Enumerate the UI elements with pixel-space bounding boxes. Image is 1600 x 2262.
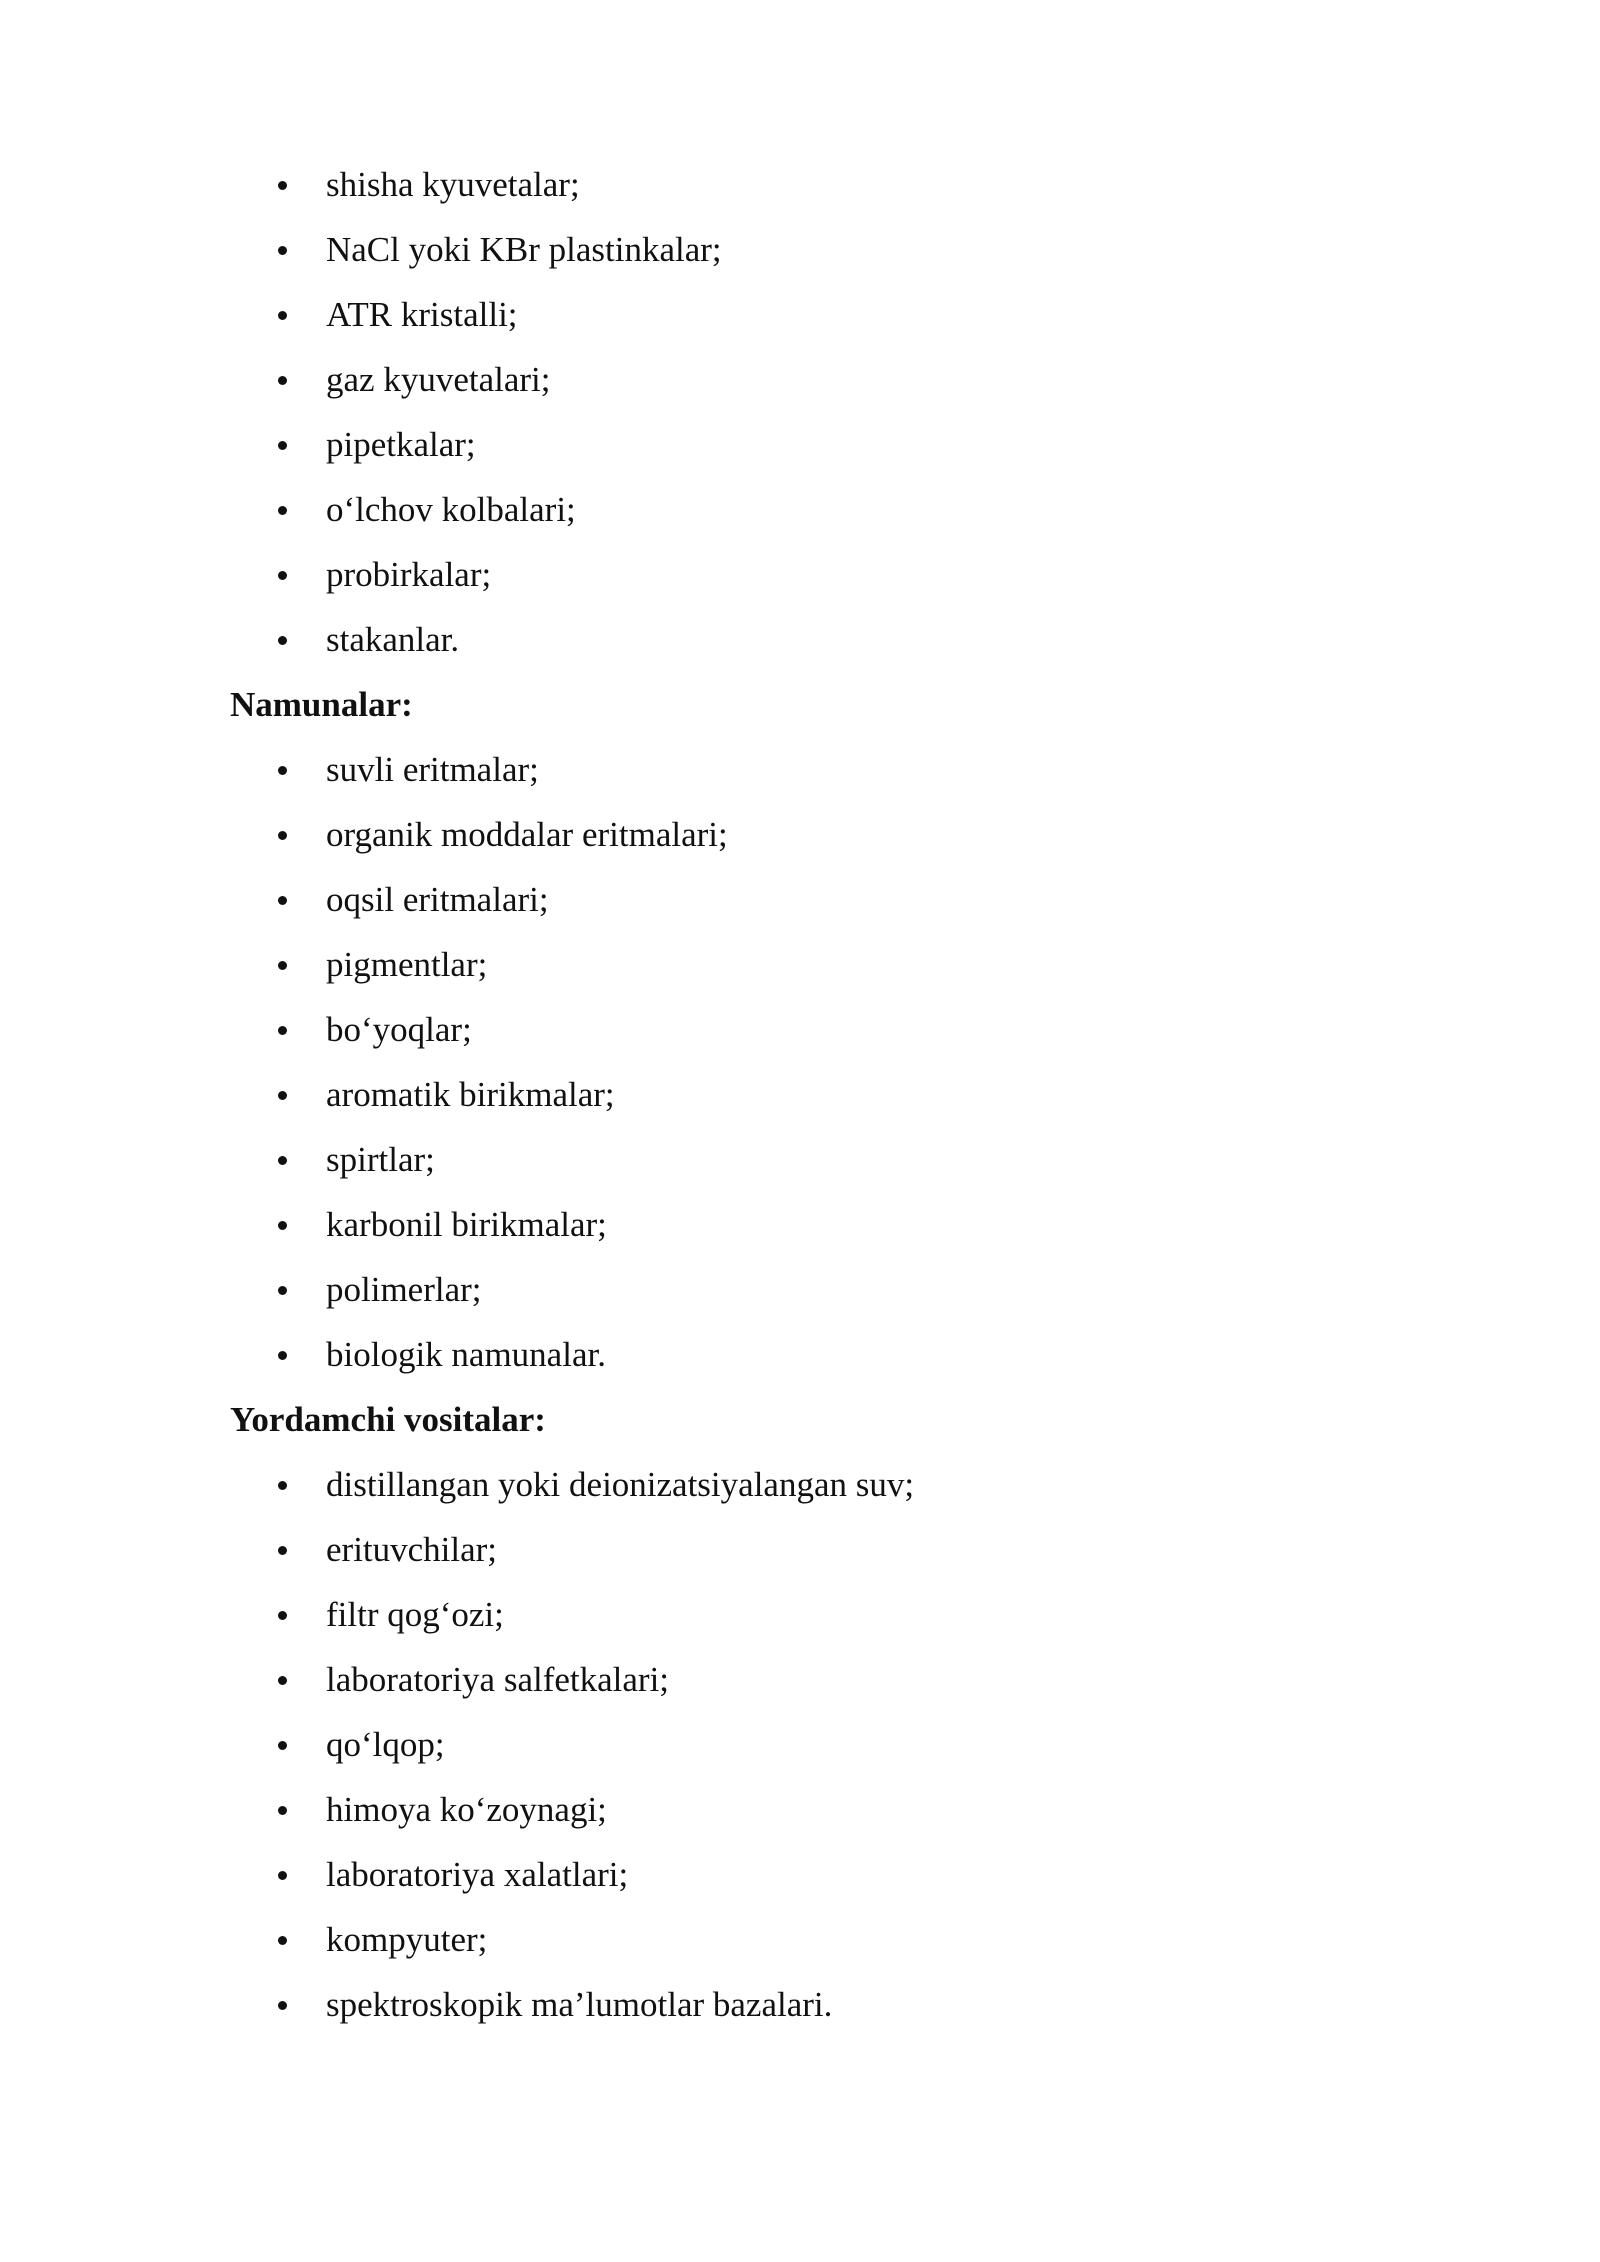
list-item	[230, 802, 1430, 867]
bullet-icon	[278, 1611, 287, 1620]
list-item	[230, 347, 1430, 412]
bullet-icon	[278, 1286, 287, 1295]
list-item-text: o‘lchov kolbalari;	[326, 490, 576, 529]
list-item-text: filtr qog‘ozi;	[326, 1595, 504, 1634]
list-item	[230, 152, 1430, 217]
list-item	[230, 1842, 1430, 1907]
bullet-icon	[278, 1481, 287, 1490]
list-item	[230, 867, 1430, 932]
bullet-icon	[278, 1676, 287, 1685]
list-item-text: kompyuter;	[326, 1920, 488, 1959]
list-item-text: suvli eritmalar;	[326, 750, 539, 789]
list-item	[230, 1647, 1430, 1712]
bullet-icon	[278, 1026, 287, 1035]
list-item-text: gaz kyuvetalari;	[326, 360, 551, 399]
bullet-icon	[278, 766, 287, 775]
bullet-icon	[278, 1091, 287, 1100]
list-item-text: biologik namunalar.	[326, 1335, 606, 1374]
bullet-icon	[278, 831, 287, 840]
list-item	[230, 1452, 1430, 1517]
list-item-text: erituvchilar;	[326, 1530, 498, 1569]
list-item	[230, 1062, 1430, 1127]
list-item-text: laboratoriya salfetkalari;	[326, 1660, 670, 1699]
bullet-icon	[278, 636, 287, 645]
list-item-text: spektroskopik ma’lumotlar bazalari.	[326, 1985, 833, 2024]
list-item	[230, 1127, 1430, 1192]
list-item	[230, 412, 1430, 477]
list-item-text: oqsil eritmalari;	[326, 880, 549, 919]
samples-list	[230, 737, 1430, 1387]
list-item	[230, 1192, 1430, 1257]
bullet-icon	[278, 181, 287, 190]
list-item	[230, 737, 1430, 802]
list-item	[230, 1257, 1430, 1322]
list-item	[230, 542, 1430, 607]
auxiliary-tools-list	[230, 1452, 1430, 2037]
list-item	[230, 932, 1430, 997]
list-item-text: ATR kristalli;	[326, 295, 518, 334]
list-item-text: himoya ko‘zoynagi;	[326, 1790, 607, 1829]
list-item	[230, 1322, 1430, 1387]
list-item	[230, 477, 1430, 542]
list-item-text: karbonil birikmalar;	[326, 1205, 607, 1244]
list-item	[230, 1972, 1430, 2037]
bullet-icon	[278, 1741, 287, 1750]
list-item	[230, 282, 1430, 347]
bullet-icon	[278, 896, 287, 905]
bullet-icon	[278, 1936, 287, 1945]
bullet-icon	[278, 1546, 287, 1555]
list-item-text: pigmentlar;	[326, 945, 488, 984]
list-item-text: NaCl yoki KBr plastinkalar;	[326, 230, 722, 269]
bullet-icon	[278, 506, 287, 515]
list-item-text: bo‘yoqlar;	[326, 1010, 472, 1049]
bullet-icon	[278, 571, 287, 580]
bullet-icon	[278, 1156, 287, 1165]
list-item	[230, 997, 1430, 1062]
list-item	[230, 1907, 1430, 1972]
bullet-icon	[278, 1221, 287, 1230]
equipment-list	[230, 152, 1430, 672]
list-item	[230, 1777, 1430, 1842]
bullet-icon	[278, 961, 287, 970]
list-item-text: aromatik birikmalar;	[326, 1075, 615, 1114]
list-item-text: distillangan yoki deionizatsiyalangan suv;	[326, 1465, 915, 1504]
bullet-icon	[278, 1806, 287, 1815]
list-item-text: probirkalar;	[326, 555, 492, 594]
list-item-text: laboratoriya xalatlari;	[326, 1855, 629, 1894]
bullet-icon	[278, 1351, 287, 1360]
bullet-icon	[278, 441, 287, 450]
list-item-text: polimerlar;	[326, 1270, 482, 1309]
bullet-icon	[278, 246, 287, 255]
list-item	[230, 1712, 1430, 1777]
list-item-text: spirtlar;	[326, 1140, 435, 1179]
bullet-icon	[278, 376, 287, 385]
section-heading-samples: Namunalar:	[230, 685, 413, 724]
list-item	[230, 217, 1430, 282]
bullet-icon	[278, 1871, 287, 1880]
list-item-text: pipetkalar;	[326, 425, 476, 464]
section-heading-auxiliary-tools: Yordamchi vositalar:	[230, 1400, 546, 1439]
list-item-text: shisha kyuvetalar;	[326, 165, 580, 204]
bullet-icon	[278, 311, 287, 320]
list-item	[230, 1517, 1430, 1582]
list-item	[230, 1582, 1430, 1647]
list-item-text: qo‘lqop;	[326, 1725, 445, 1764]
list-item-text: stakanlar.	[326, 620, 460, 659]
list-item-text: organik moddalar eritmalari;	[326, 815, 728, 854]
document-page	[230, 152, 1430, 2037]
list-item	[230, 607, 1430, 672]
bullet-icon	[278, 2001, 287, 2010]
